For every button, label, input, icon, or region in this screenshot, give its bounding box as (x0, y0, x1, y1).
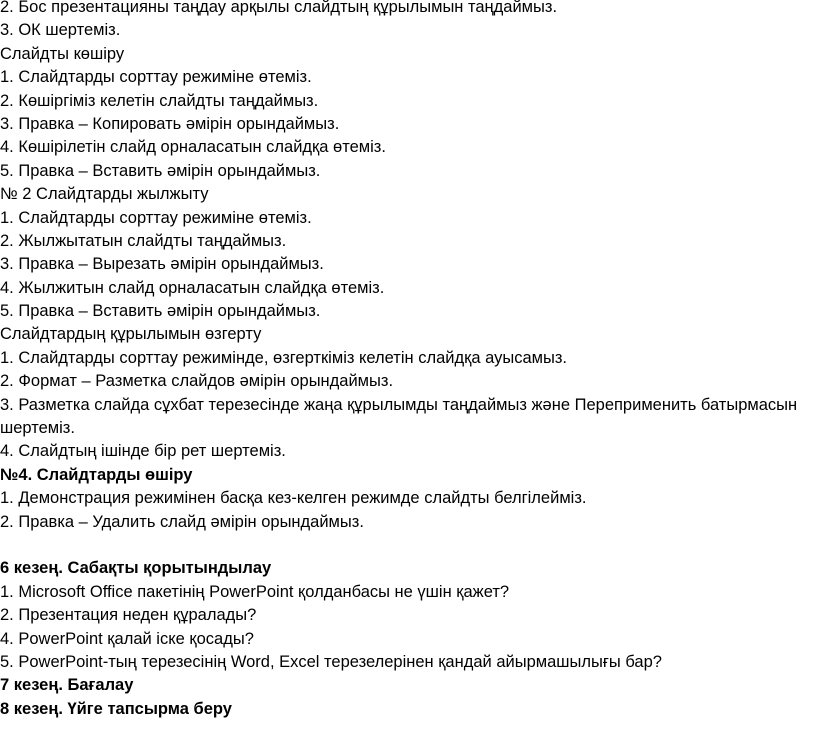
text-line: 3. Правка – Вырезать әмірін орындаймыз. (0, 255, 324, 274)
text-line: 5. Правка – Вставить әмірін орындаймыз. (0, 161, 321, 180)
text-line: 3. ОК шертеміз. (0, 21, 121, 40)
section-heading: Слайдты көшіру (0, 44, 125, 63)
text-line: 2. Бос презентацияны таңдау арқылы слайдтың құрылымын таңдаймыз. (0, 0, 558, 16)
text-line: 3. Правка – Копировать әмірін орындаймыз. (0, 114, 340, 133)
stage-heading: 6 кезең. Сабақты қорытындылау (0, 559, 272, 578)
text-line: 5. Правка – Вставить әмірін орындаймыз. (0, 302, 321, 321)
section-heading: Слайдтардың құрылымын өзгерту (0, 325, 262, 344)
text-line: 4. Слайдтың ішінде бір рет шертеміз. (0, 442, 286, 461)
blank-line (0, 534, 812, 557)
text-line: 4. Көшірілетін слайд орналасатын слайдқа өтеміз. (0, 138, 386, 157)
section-heading: № 2 Слайдтарды жылжыту (0, 185, 209, 204)
text-line: 2. Правка – Удалить слайд әмірін орындаймыз. (0, 512, 364, 531)
section-heading-bold: №4. Слайдтарды өшіру (0, 465, 193, 484)
question-line: 2. Презентация неден құралады? (0, 606, 257, 625)
text-line: 3. Разметка слайда сұхбат терезесінде жаңа құрылымды таңдаймыз және Переприменить батырмасын шертеміз. (0, 395, 798, 438)
text-line: 1. Демонстрация режимінен басқа кез-келген режимде слайдты белгілейміз. (0, 489, 587, 508)
text-line: 1. Слайдтарды сорттау режиміне өтеміз. (0, 208, 312, 227)
text-line: 2. Формат – Разметка слайдов әмірін орындаймыз. (0, 372, 394, 391)
text-line: 2. Көшіргіміз келетін слайдты таңдаймыз. (0, 91, 319, 110)
text-line: 2. Жылжытатын слайдты таңдаймыз. (0, 231, 287, 250)
stage-heading: 7 кезең. Бағалау (0, 676, 134, 695)
question-line: 1. Microsoft Office пакетінің PowerPoint қолданбасы не үшін қажет? (0, 582, 510, 601)
question-line: 5. PowerPoint-тың терезесінің Word, Excel терезелерінен қандай айырмашылығы бар? (0, 652, 662, 671)
stage-heading: 8 кезең. Үйге тапсырма беру (0, 699, 232, 718)
text-line: 1. Слайдтарды сорттау режиміне өтеміз. (0, 68, 312, 87)
text-line: 4. Жылжитын слайд орналасатын слайдқа өтеміз. (0, 278, 385, 297)
text-line: 1. Слайдтарды сорттау режимінде, өзгерткіміз келетін слайдқа ауысамыз. (0, 348, 567, 367)
question-line: 4. PowerPoint қалай іске қосады? (0, 629, 254, 648)
